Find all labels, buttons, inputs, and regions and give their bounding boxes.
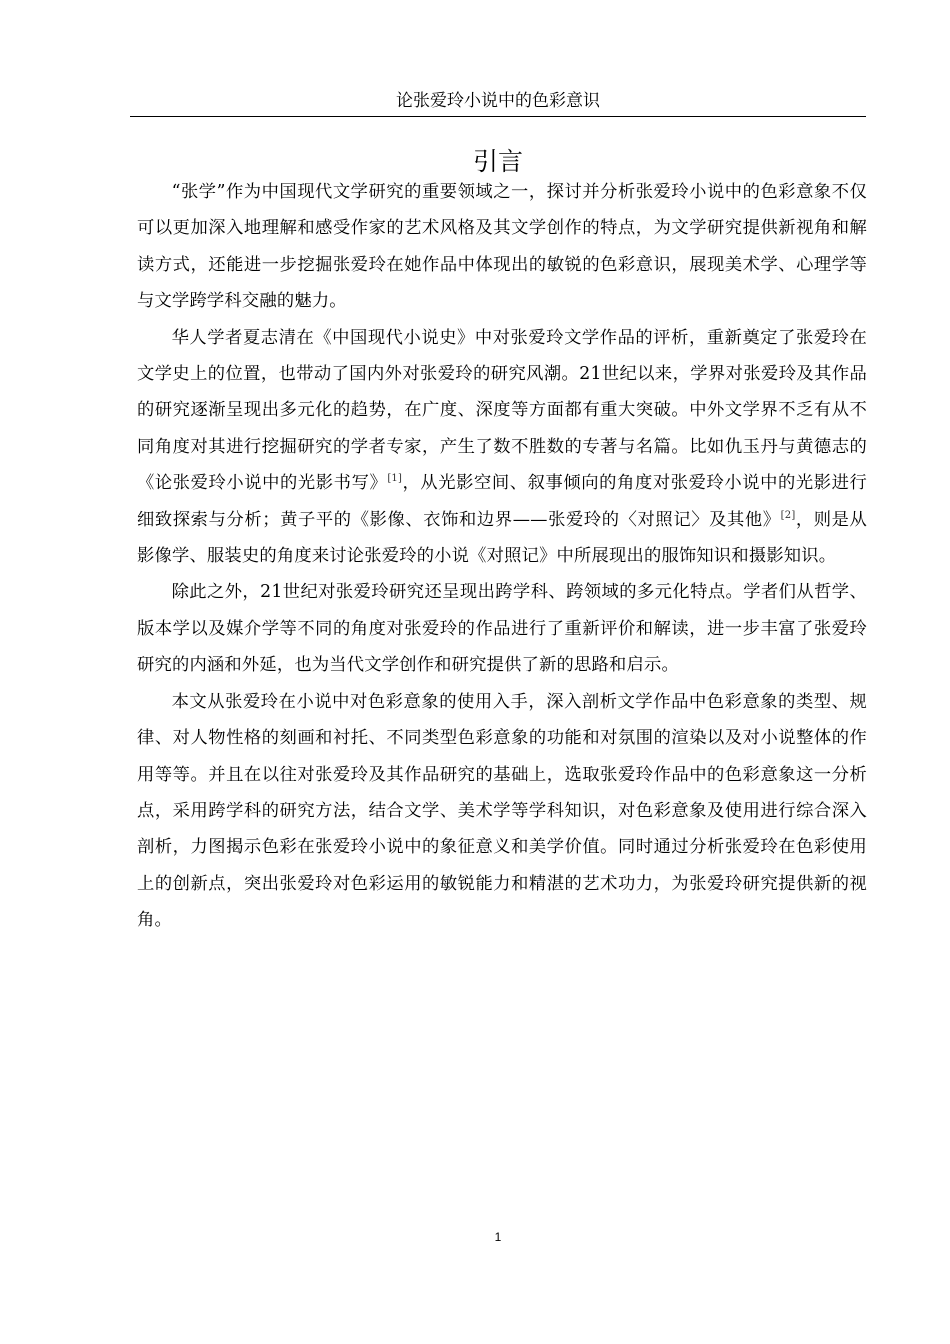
paragraph-text: ，则是从影像学、服装史的角度来讨论张爱玲的小说《对照记》中所展现出的服饰知识和摄影知识。: [137, 509, 868, 567]
body-text: [137, 174, 867, 939]
paragraph-text: “张学”作为中国现代文学研究的重要领域之一，探讨并分析张爱玲小说中的色彩意象不仅可以更加深入地理解和感受作家的艺术风格及其文学创作的特点，为文学研究提供新视角和解读方式，还能进一步挖掘张爱玲在她作品中体现出的敏锐的色彩意识，展现美术学、心理学等与文学跨学科交融的魅力。: [137, 182, 867, 312]
running-header: 论张爱玲小说中的色彩意识: [130, 90, 866, 117]
body-paragraph: [137, 684, 867, 939]
body-paragraph: [137, 174, 867, 320]
paragraph-text: 华人学者夏志清在《中国现代小说史》中对张爱玲文学作品的评析，重新奠定了张爱玲在文学史上的位置，也带动了国内外对张爱玲的研究风潮。21世纪以来，学界对张爱玲及其作品的研究逐渐呈现出多元化的趋势，在广度、深度等方面都有重大突破。中外文学界不乏有从不同角度对其进行挖掘研究的学者专家，产生了数不胜数的专著与名篇。比如仇玉丹与黄德志的《论张爱玲小说中的光影书写》: [137, 327, 867, 494]
paragraph-text: ，从光影空间、叙事倾向的角度对张爱玲小说中的光影进行细致探索与分析；黄子平的《影像、衣饰和边界——张爱玲的〈对照记〉及其他》: [137, 473, 867, 530]
citation-marker: [2]: [780, 509, 796, 521]
paragraph-text: 本文从张爱玲在小说中对色彩意象的使用入手，深入剖析文学作品中色彩意象的类型、规律、对人物性格的刻画和衬托、不同类型色彩意象的功能和对氛围的渲染以及对小说整体的作用等等。并且在以往对张爱玲及其作品研究的基础上，选取张爱玲作品中的色彩意象这一分析点，采用跨学科的研究方法，结合文学、美术学等学科知识，对色彩意象及使用进行综合深入剖析，力图揭示色彩在张爱玲小说中的象征意义和美学价值。同时通过分析张爱玲在色彩使用上的创新点，突出张爱玲对色彩运用的敏锐能力和精湛的艺术功力，为张爱玲研究提供新的视角。: [137, 691, 867, 931]
citation-marker: [1]: [387, 473, 403, 485]
paragraph-text: 除此之外，21世纪对张爱玲研究还呈现出跨学科、跨领域的多元化特点。学者们从哲学、版本学以及媒介学等不同的角度对张爱玲的作品进行了重新评价和解读，进一步丰富了张爱玲研究的内涵和外延，也为当代文学创作和研究提供了新的思路和启示。: [137, 582, 867, 676]
page-number: 1: [494, 1230, 502, 1244]
body-paragraph: [137, 320, 867, 575]
section-heading: 引言: [472, 147, 523, 176]
body-paragraph: [137, 574, 867, 683]
